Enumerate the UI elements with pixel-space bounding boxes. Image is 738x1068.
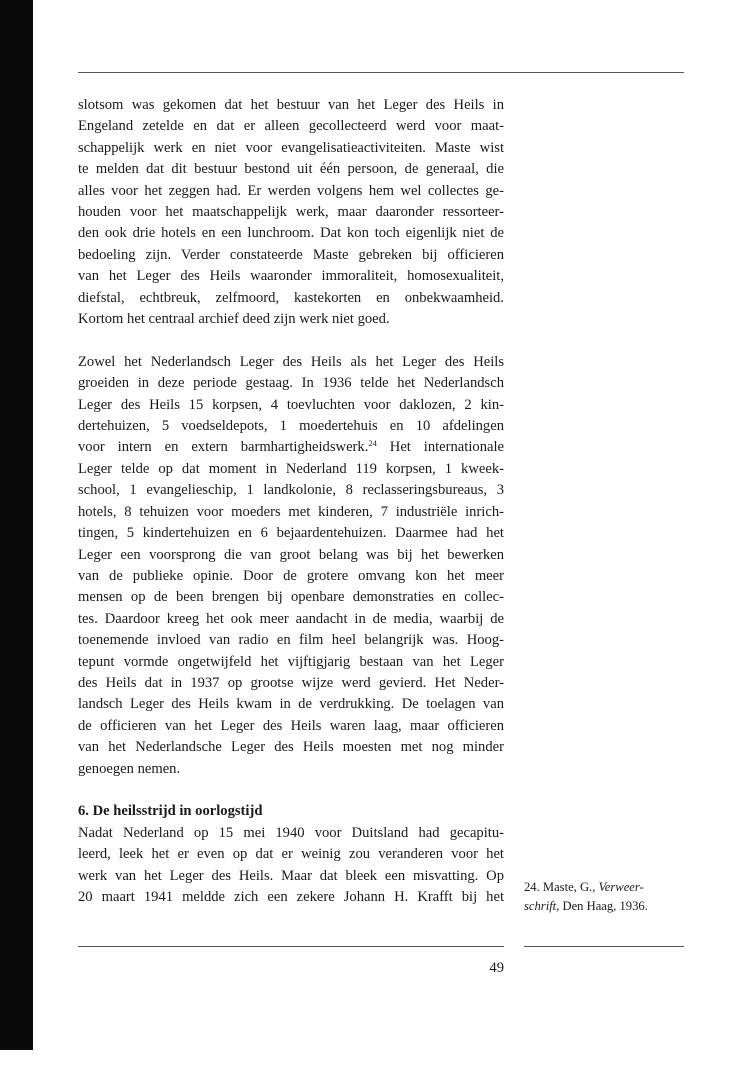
text-line: houden voor het maatschappelijk werk, maar daaronder ressorteer- [78, 204, 504, 221]
footer-rule-main [78, 946, 504, 947]
footnote-24 [524, 878, 684, 916]
text-line-with-note [78, 437, 504, 458]
text-line: groeiden in deze periode gestaag. In 1936 telde het Nederlandsch [78, 375, 504, 392]
header-rule [78, 72, 684, 73]
text-fragment: Het internationale [376, 439, 504, 456]
text-line: werk van het Leger des Heils. Maar dat bleek een misvatting. Op [78, 867, 504, 884]
page-number: 49 [489, 960, 504, 976]
footnote-title: Verweer- [598, 880, 644, 894]
text-line: 20 maart 1941 meldde zich een zekere Johann H. Krafft bij het [78, 889, 504, 905]
text-line: van de publieke opinie. Door de grotere omvang kon het meer [78, 567, 504, 584]
footnote-reference: 24 [368, 438, 377, 449]
footnote-number-author: 24. Maste, G., [524, 880, 599, 894]
text-line: Kortom het centraal archief deed zijn werk niet goed. [78, 311, 390, 328]
scan-edge [0, 0, 33, 1050]
paragraph-2 [78, 352, 504, 780]
text-line: tepunt vormde ongetwijfeld het vijftigjarig bestaan van het Leger [78, 653, 504, 670]
text-line: genoegen nemen. [78, 760, 181, 777]
text-line: de officieren van het Leger des Heils waren laag, maar officieren [78, 717, 504, 734]
text-line: diefstal, echtbreuk, zelfmoord, kastekorten en onbekwaamheid. [78, 289, 504, 306]
paragraph-1 [78, 95, 504, 330]
text-line: mensen op de been brengen bij openbare demonstraties en collec- [78, 589, 504, 606]
text-line: Engeland zetelde en dat er alleen gecollecteerd werd voor maat- [78, 118, 504, 135]
paragraph-gap [78, 330, 504, 351]
text-line: Leger des Heils 15 korpsen, 4 toevluchten voor daklozen, 2 kin- [78, 396, 504, 413]
footnote-line [524, 878, 684, 897]
paragraph-3 [78, 823, 504, 909]
text-line: dertehuizen, 5 voedseldepots, 1 moedertehuis en 10 afdelingen [78, 418, 504, 435]
main-column [78, 95, 504, 908]
text-line: des Heils dat in 1937 op grootse wijze werd gevierd. Het Neder- [78, 674, 504, 691]
text-line: tingen, 5 kindertehuizen en 6 bejaardentehuizen. Daarmee had het [78, 525, 504, 542]
text-line: schappelijk werk en niet voor evangelisatieactiviteiten. Maste wist [78, 139, 504, 156]
footnote-line [524, 897, 684, 916]
text-line: hotels, 8 tehuizen voor moeders met kinderen, 7 industriële inrich- [78, 503, 504, 520]
text-line: Leger telde op dat moment in Nederland 119 korpsen, 1 kweek- [78, 460, 504, 477]
text-line: bedoeling zijn. Verder constateerde Maste gebreken bij officieren [78, 246, 504, 263]
text-line: alles voor het zeggen had. Er werden volgens hem wel collectes ge- [78, 182, 504, 199]
footnote-publication: , Den Haag, 1936. [556, 899, 648, 913]
text-line: Zowel het Nederlandsch Leger des Heils als het Leger des Heils [78, 353, 504, 370]
text-fragment: voor intern en extern barmhartigheidswerk. [78, 439, 369, 456]
text-line: van het Nederlandsche Leger des Heils moesten met nog minder [78, 739, 504, 756]
text-line: landsch Leger des Heils kwam in de verdrukking. De toelagen van [78, 696, 504, 713]
text-line: van het Leger des Heils waaronder immoraliteit, homosexualiteit, [78, 268, 504, 285]
section-heading: 6. De heilsstrijd in oorlogstijd [78, 803, 263, 820]
text-line: te melden dat dit bestuur bestond uit één persoon, de generaal, die [78, 161, 504, 178]
text-line: slotsom was gekomen dat het bestuur van het Leger des Heils in [78, 97, 504, 113]
text-line: den ook drie hotels en een lunchroom. Dat kon toch eigenlijk niet de [78, 225, 504, 242]
text-line: leerd, leek het er even op dat er weinig zou veranderen voor het [78, 846, 504, 863]
footnote-title: schrift [524, 899, 557, 913]
text-line: school, 1 evangelieschip, 1 landkolonie, 8 reclasseringsbureaus, 3 [78, 482, 504, 499]
text-line: tes. Daardoor kreeg het ook meer aandacht in de media, waarbij de [78, 610, 504, 627]
text-line: Leger een voorsprong die van groot belang was bij het bewerken [78, 546, 504, 563]
paragraph-gap [78, 780, 504, 801]
footer-rule-margin [524, 946, 684, 947]
text-line: Nadat Nederland op 15 mei 1940 voor Duitsland had gecapitu- [78, 824, 504, 841]
text-line: toenemende invloed van radio en film heel belangrijk was. Hoog- [78, 632, 504, 649]
